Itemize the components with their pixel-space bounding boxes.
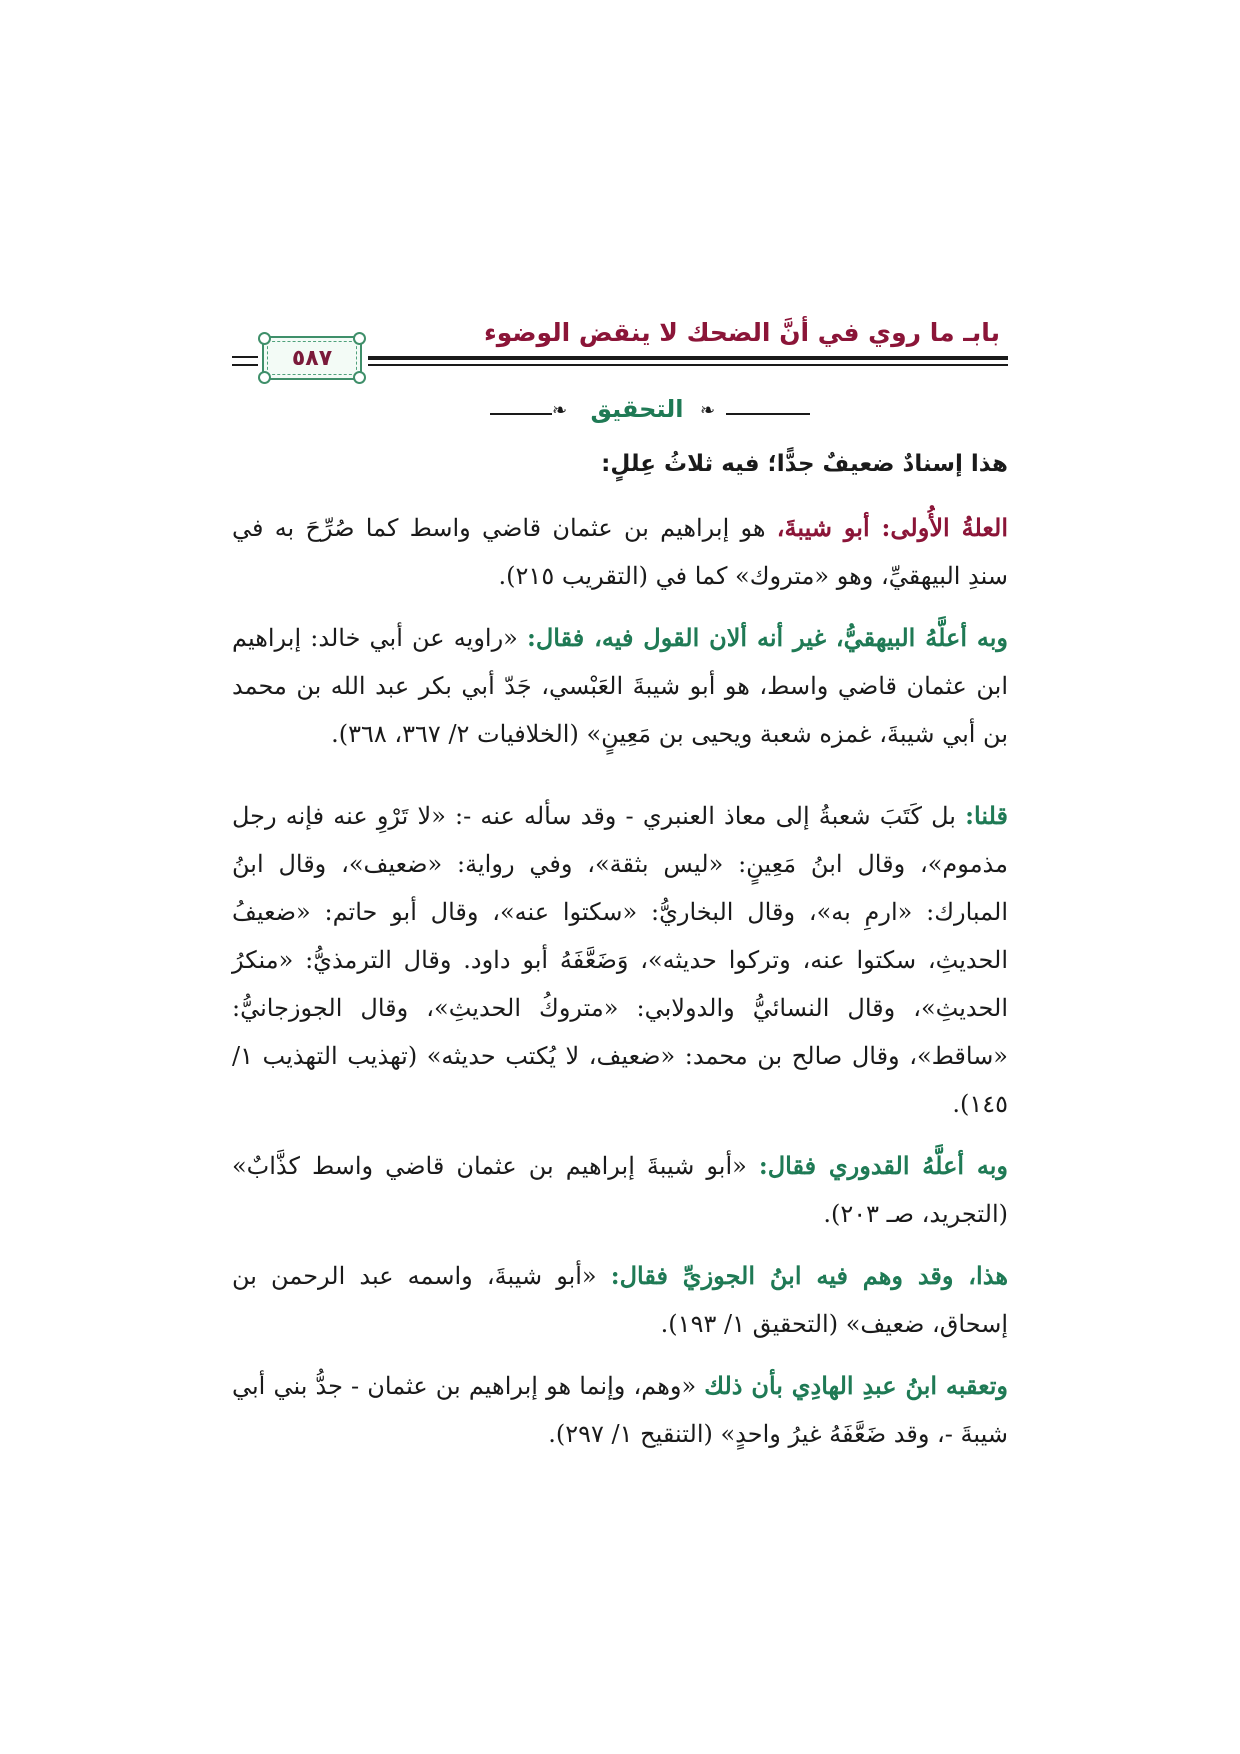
paragraph-lead: العلةُ الأُولى: أبو شيبةَ، <box>776 513 1008 542</box>
paragraph-lead: وبه أعلَّهُ البيهقيُّ، غير أنه ألان القول فيه، فقال: <box>527 623 1009 652</box>
paragraph-lead: وتعقبه ابنُ عبدِ الهادِي بأن ذلك <box>704 1371 1009 1400</box>
ornament-icon: ❧ <box>700 400 716 421</box>
page-header <box>232 318 1008 374</box>
section-title: التحقيق <box>590 395 684 423</box>
intro-paragraph: هذا إسنادٌ ضعيفٌ جدًّا؛ فيه ثلاثُ عِللٍ: <box>601 451 1008 477</box>
paragraph-text: بل كَتَبَ شعبةُ إلى معاذ العنبري - وقد سأله عنه -: «لا تَرْوِ عنه فإنه رجل مذموم»، وقال ابنُ مَعِينٍ: «ليس بثقة»، وفي رواية: «ضعيف»، وقال ابنُ المبارك: «ارمِ به»، وقال البخاريُّ: «سكتوا عنه»، وقال أبو حاتم: «ضعيفُ الحديثِ، سكتوا عنه، وتركوا حديثه»، وَضَعَّفَهُ أبو داود. وقال الترمذيُّ: «منكرُ الحديثِ»، وقال النسائيُّ والدولابي: «متروكُ الحديثِ»، وقال الجوزجانيُّ: «ساقط»، وقال صالح بن محمد: «ضعيف، لا يُكتب حديثه» (تهذيب التهذيب ١/ ١٤٥). <box>232 802 1008 1118</box>
paragraph-ibn-abd-alhadi <box>232 1362 1008 1458</box>
paragraph-ibn-jawzi <box>232 1252 1008 1348</box>
paragraph-text: «راويه عن أبي خالد: إبراهيم ابن عثمان قاضي واسط، هو أبو شيبةَ العَبْسي، جَدّ أبي بكر عبد الله بن محمد بن أبي شيبةَ، غمزه شعبة ويحيى بن مَعِينٍ» (الخلافيات ٢/ ٣٦٧، ٣٦٨). <box>232 624 1008 748</box>
paragraph-text: «أبو شيبةَ، واسمه عبد الرحمن بن إسحاق، ضعيف» (التحقيق ١/ ١٩٣). <box>232 1262 1008 1338</box>
header-rule <box>368 356 1008 370</box>
paragraph-text: هو إبراهيم بن عثمان قاضي واسط كما صُرِّحَ به في سندِ البيهقيِّ، وهو «متروك» كما في (التقريب ٢١٥). <box>232 514 1008 590</box>
section-divider-right <box>726 413 810 415</box>
section-heading <box>0 395 1240 428</box>
paragraph-lead: قلنا: <box>965 801 1008 830</box>
page-number-badge <box>262 336 362 380</box>
paragraph-first-defect <box>232 504 1008 600</box>
paragraph-text: «وهم، وإنما هو إبراهيم بن عثمان - جدُّ بني أبي شيبةَ -، وقد ضَعَّفَهُ غيرُ واحدٍ» (التنقيح ١/ ٢٩٧). <box>232 1372 1008 1448</box>
paragraph-lead: هذا، وقد وهم فيه ابنُ الجوزيِّ فقال: <box>610 1261 1008 1290</box>
chapter-title: بابـ ما روي في أنَّ الضحك لا ينقض الوضوء <box>483 318 1000 347</box>
paragraph-qulna <box>232 792 1008 1128</box>
ornament-icon: ❧ <box>552 400 568 421</box>
paragraph-text: «أبو شيبةَ إبراهيم بن عثمان قاضي واسط كذَّابٌ» (التجريد، صـ ٢٠٣). <box>232 1152 1008 1228</box>
page-body <box>232 440 1008 1472</box>
header-rule-short <box>232 356 258 370</box>
paragraph-lead: وبه أعلَّهُ القدوري فقال: <box>758 1151 1008 1180</box>
section-divider-left <box>490 413 552 415</box>
paragraph-bayhaqi <box>232 614 1008 758</box>
paragraph-quduri <box>232 1142 1008 1238</box>
page-number: ٥٨٧ <box>291 345 333 371</box>
